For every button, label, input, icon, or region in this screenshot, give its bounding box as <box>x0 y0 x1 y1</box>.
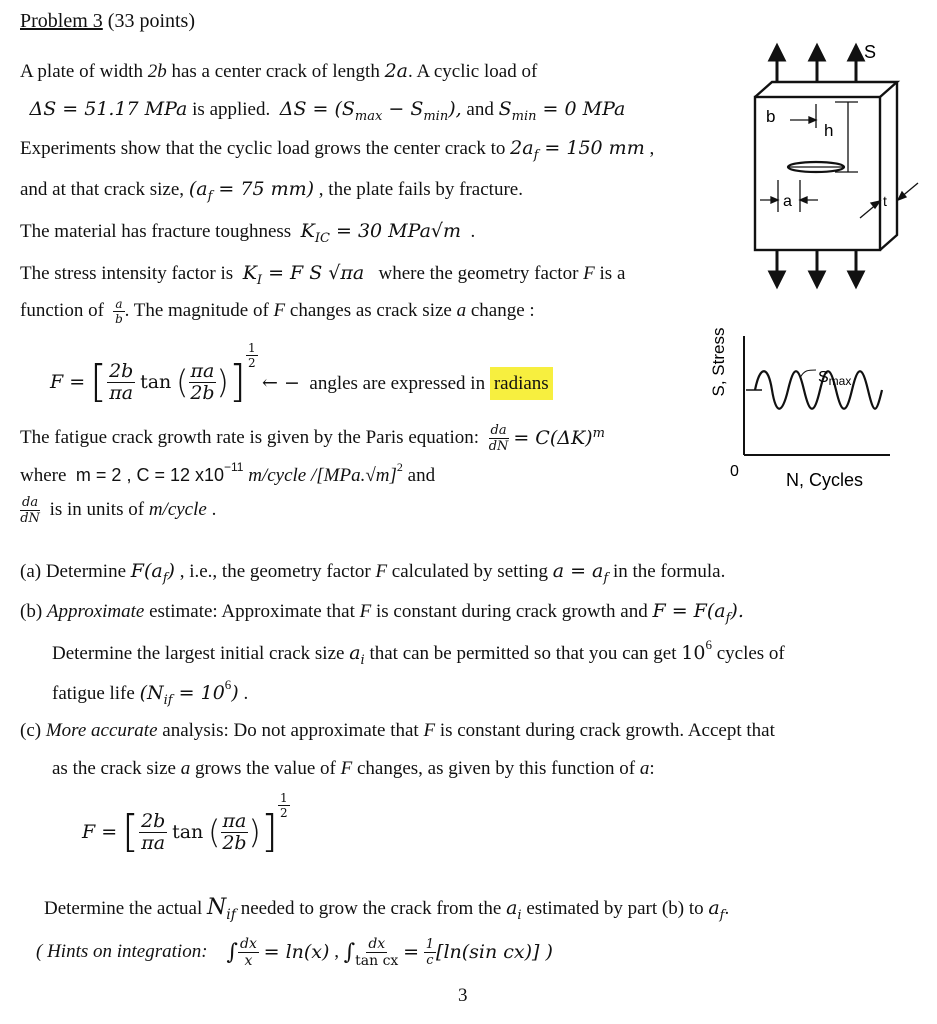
part-b-text: . <box>243 683 249 704</box>
origin-label: 0 <box>730 463 739 480</box>
final-crack-eq: 2a <box>510 137 534 159</box>
f-af-sub: f <box>162 570 168 586</box>
width-var: 2b <box>147 61 167 82</box>
part-c-text: grows the value of <box>194 758 336 779</box>
one-over-c-fraction <box>424 938 436 967</box>
b-dimension <box>790 104 816 128</box>
formula-fraction <box>139 809 167 854</box>
intro-text: changes as crack size <box>289 299 452 321</box>
integral-2-equals: = <box>403 941 420 963</box>
intro-line-5 <box>20 220 476 246</box>
fraction-numerator: 1 <box>425 936 435 952</box>
ten-to-six: 10 <box>681 642 706 664</box>
smax-label <box>818 369 851 388</box>
a-var: a <box>180 758 191 779</box>
formula-lhs: F = <box>82 821 118 843</box>
delta-s-def: − S <box>382 98 424 120</box>
constant-exponent: −11 <box>224 459 244 474</box>
paris-line: The fatigue crack growth rate is given by the Paris equation: $\frac{da}{dN}$ = C(ΔK) $^m$ <box>20 422 605 454</box>
nif-eq: = 10 <box>172 682 225 704</box>
intro-line-6 <box>20 262 626 288</box>
determine-text: Determine the actual <box>44 898 203 919</box>
half-exponent <box>246 342 258 369</box>
units-text: . <box>211 499 217 520</box>
fraction-denominator: dN <box>488 438 509 454</box>
fraction-denominator: 2b <box>222 831 247 854</box>
units-line <box>20 492 216 528</box>
intro-line-2 <box>20 98 626 124</box>
part-b-label: (b) <box>20 601 43 622</box>
dadn-fraction <box>20 496 40 525</box>
right-paren: ) <box>248 813 261 851</box>
integral-1-result: = ln(x) <box>263 941 330 963</box>
dadn-fraction <box>489 424 509 453</box>
plate-diagram <box>740 40 920 290</box>
af-eq: = 75 mm) <box>212 178 315 200</box>
and-text: and <box>407 465 436 486</box>
part-a-label: (a) Determine <box>20 561 127 582</box>
part-b-text: cycles of <box>716 643 785 664</box>
fraction-numerator: a <box>115 297 123 311</box>
ai-var: a <box>349 642 361 664</box>
exponent-denominator: 2 <box>280 806 288 820</box>
f-equals-faf: ). <box>730 600 744 622</box>
exponent-numerator: 1 <box>248 341 256 355</box>
f-af: F(a <box>130 560 163 582</box>
intro-text: is a <box>599 263 626 284</box>
stress-label: S <box>864 42 877 62</box>
y-axis-label: S, Stress <box>709 327 728 397</box>
nif-sub: if <box>163 692 173 708</box>
problem-points: (33 points) <box>107 10 195 32</box>
tan-function: tan <box>172 821 204 843</box>
a-over-b-fraction <box>113 298 124 325</box>
kic-eq: = 30 MPa√m <box>329 220 462 242</box>
final-crack-eq: = 150 mm <box>538 137 645 159</box>
page-number: 3 <box>458 985 468 1006</box>
determine-text: needed to grow the crack from the <box>240 898 502 919</box>
intro-line-7 <box>20 298 535 325</box>
part-a-text: , i.e., the geometry factor <box>179 561 371 582</box>
intro-text: and <box>466 99 494 120</box>
paris-rhs: = C(ΔK) <box>513 427 593 449</box>
radians-highlight: radians <box>490 367 553 400</box>
f-var: F <box>375 561 388 582</box>
part-c-text: is constant during crack growth. Accept that <box>439 720 775 741</box>
intro-text: . <box>470 221 476 242</box>
part-a-text: calculated by setting <box>391 561 548 582</box>
part-a-text: in the formula. <box>612 561 726 582</box>
determine-text: . <box>724 898 730 919</box>
kic-eq: K <box>300 220 315 242</box>
intro-text: change : <box>470 299 535 321</box>
part-b-text: estimate: Approximate that <box>149 601 355 622</box>
constant-units: m/cycle /[MPa.√m] <box>248 465 397 486</box>
hints-text: ( Hints on integration: <box>36 941 208 962</box>
intro-text: A plate of width <box>20 61 143 82</box>
where-text: where <box>20 465 67 486</box>
intro-text: , the plate fails by fracture. <box>318 179 523 200</box>
left-bracket: [ <box>121 806 140 857</box>
af-sub: f <box>207 188 213 204</box>
exponent-denominator: 2 <box>248 356 256 370</box>
problem-title <box>20 10 195 33</box>
fraction-denominator: 2b <box>190 381 215 404</box>
nif-sub: if <box>226 906 236 923</box>
fraction-denominator: x <box>244 952 253 969</box>
determine-line <box>44 895 730 923</box>
delta-s-def: ), <box>448 98 462 120</box>
paris-text: The fatigue crack growth rate is given by the Paris equation: <box>20 427 480 448</box>
note-text: angles are expressed in <box>309 373 486 394</box>
fraction-numerator: πa <box>222 809 247 832</box>
intro-text: . The magnitude of <box>124 299 269 321</box>
part-c-text: as the crack size <box>52 758 176 779</box>
part-b-line-2 <box>52 636 785 668</box>
part-b-line-3 <box>52 676 249 708</box>
intro-text: The material has fracture toughness <box>20 221 292 242</box>
top-load-arrows <box>770 46 863 82</box>
units-value: m/cycle <box>148 499 207 520</box>
intro-text: The stress intensity factor is <box>20 263 234 284</box>
a-var: a <box>639 758 650 779</box>
nif-eq: ) <box>231 682 239 704</box>
part-c-line-1 <box>20 720 775 742</box>
crack-length-var: 2a <box>384 60 408 82</box>
intro-text: function of <box>20 299 104 321</box>
integral-1-fraction <box>238 937 259 968</box>
part-c-text: changes, as given by this function of <box>356 758 636 779</box>
intro-text: . A cyclic load of <box>408 61 538 82</box>
f-var: F <box>273 299 286 321</box>
plate-side-face <box>880 82 897 250</box>
a-var: a <box>456 299 467 321</box>
nif-exponent: 6 <box>224 676 232 692</box>
units-exponent: 2 <box>396 459 403 474</box>
a-label: a <box>783 193 792 210</box>
faf-sub: f <box>725 610 731 626</box>
geometry-factor-formula-2 <box>82 790 290 874</box>
f-var: F <box>423 720 436 741</box>
fraction-denominator: b <box>115 312 123 326</box>
fraction-denominator: c <box>426 952 434 968</box>
left-paren: ( <box>208 813 221 851</box>
ten-exponent: 6 <box>705 636 712 652</box>
part-b-line-1 <box>20 600 744 626</box>
delta-s-def: ΔS = (S <box>279 98 355 120</box>
smax-leader <box>800 370 816 378</box>
ai-var: a <box>506 897 518 919</box>
intro-line-4 <box>20 178 523 204</box>
t-label: t <box>883 193 887 209</box>
intro-text: Experiments show that the cyclic load grows the center crack to <box>20 138 506 159</box>
fraction-denominator: tan cx <box>355 952 399 969</box>
part-b-text: is constant during crack growth and <box>376 601 648 622</box>
part-b-text: that can be permitted so that you can get <box>369 643 677 664</box>
bottom-load-arrows <box>770 250 863 286</box>
intro-line-3 <box>20 137 655 163</box>
plate-top-face <box>755 82 897 97</box>
f-equals-faf: F = F(a <box>652 600 726 622</box>
arrow-icon: ← − <box>262 372 300 394</box>
b-label: b <box>766 107 776 126</box>
intro-text: has a center crack of length <box>171 61 380 82</box>
determine-text: estimated by part (b) to <box>526 898 704 919</box>
fraction-denominator: dN <box>20 510 40 526</box>
h-label: h <box>824 121 834 140</box>
part-c-label: (c) <box>20 720 42 741</box>
integral-icon: ∫ <box>226 939 238 965</box>
fraction-numerator: 2b <box>141 809 166 832</box>
integral-icon: ∫ <box>343 939 356 965</box>
formula-lhs: F = <box>50 371 86 393</box>
f-var: F <box>583 263 595 284</box>
radians-note <box>262 372 553 395</box>
units-text: is in units of <box>49 499 145 520</box>
sif-sub: I <box>256 272 263 288</box>
af-sub: f <box>719 907 725 923</box>
smin-eq: = 0 MPa <box>536 98 626 120</box>
part-b-text: fatigue life <box>52 683 135 704</box>
fraction-numerator: dx <box>368 935 386 952</box>
a-eq-af: a = a <box>552 560 604 582</box>
integral-2-result: [ln(sin cx)] ) <box>436 941 553 963</box>
constants-line <box>20 459 436 487</box>
smax-subscript: max <box>828 374 852 388</box>
fraction-numerator: dx <box>240 935 257 952</box>
left-paren: ( <box>176 363 189 401</box>
stress-cycles-plot <box>700 300 925 500</box>
final-crack-sub: f <box>533 147 539 163</box>
kic-sub: IC <box>314 230 330 246</box>
part-c-text: : <box>649 758 655 779</box>
smin-eq: S <box>498 98 512 120</box>
part-c-line-2 <box>52 758 655 780</box>
problem-number: Problem 3 <box>20 10 103 32</box>
right-paren: ) <box>216 363 229 401</box>
h-dimension <box>835 102 858 172</box>
intro-text: is applied. <box>192 99 271 120</box>
fraction-denominator: πa <box>109 381 134 404</box>
f-var: F <box>340 758 353 779</box>
sif-eq: = F S √πa <box>262 262 365 284</box>
delta-s-def-min: min <box>423 108 449 124</box>
fraction-numerator: πa <box>190 359 215 382</box>
right-bracket: ] <box>228 356 247 407</box>
geometry-factor-formula <box>50 340 258 424</box>
tan-argument <box>221 809 249 854</box>
delta-s-def-max: max <box>354 108 383 124</box>
af-var: a <box>708 897 720 919</box>
x-axis-label: N, Cycles <box>786 470 864 490</box>
fraction-numerator: da <box>22 494 39 510</box>
sif-eq: K <box>242 262 257 284</box>
hints-line <box>36 930 553 974</box>
more-accurate-text: More accurate <box>45 720 158 741</box>
nif-var: N <box>207 895 227 920</box>
tan-function: tan <box>140 371 172 393</box>
formula-fraction <box>107 359 135 404</box>
ai-sub: i <box>360 652 365 668</box>
nif-eq: (N <box>139 682 164 704</box>
part-a <box>20 560 726 586</box>
smin-sub: min <box>511 108 537 124</box>
left-bracket: [ <box>89 356 108 407</box>
intro-text: , <box>649 138 655 159</box>
part-b-text: Determine the largest initial crack size <box>52 643 345 664</box>
tan-argument <box>189 359 217 404</box>
fraction-numerator: 2b <box>109 359 134 382</box>
approximate-text: Approximate <box>46 601 145 622</box>
f-var: F <box>359 601 372 622</box>
intro-line-1 <box>20 60 537 83</box>
half-exponent <box>278 792 290 819</box>
part-c-text: analysis: Do not approximate that <box>162 720 419 741</box>
hints-text: , <box>334 941 339 962</box>
constants-values: m = 2 , C = 12 x10 <box>75 465 224 485</box>
f-af: ) <box>167 560 175 582</box>
a-eq-af-sub: f <box>603 570 609 586</box>
intro-text: where the geometry factor <box>378 263 579 284</box>
t-dimension <box>860 183 918 218</box>
delta-s-value: ΔS = 51.17 MPa <box>29 98 188 120</box>
exponent-numerator: 1 <box>280 791 288 805</box>
right-bracket: ] <box>260 806 279 857</box>
intro-text: and at that crack size, <box>20 179 185 200</box>
fraction-numerator: da <box>490 422 507 438</box>
af-eq: (a <box>188 178 208 200</box>
ai-sub: i <box>517 907 522 923</box>
integral-2-fraction <box>355 937 398 968</box>
smax-symbol: S <box>818 369 829 386</box>
fraction-denominator: πa <box>141 831 166 854</box>
